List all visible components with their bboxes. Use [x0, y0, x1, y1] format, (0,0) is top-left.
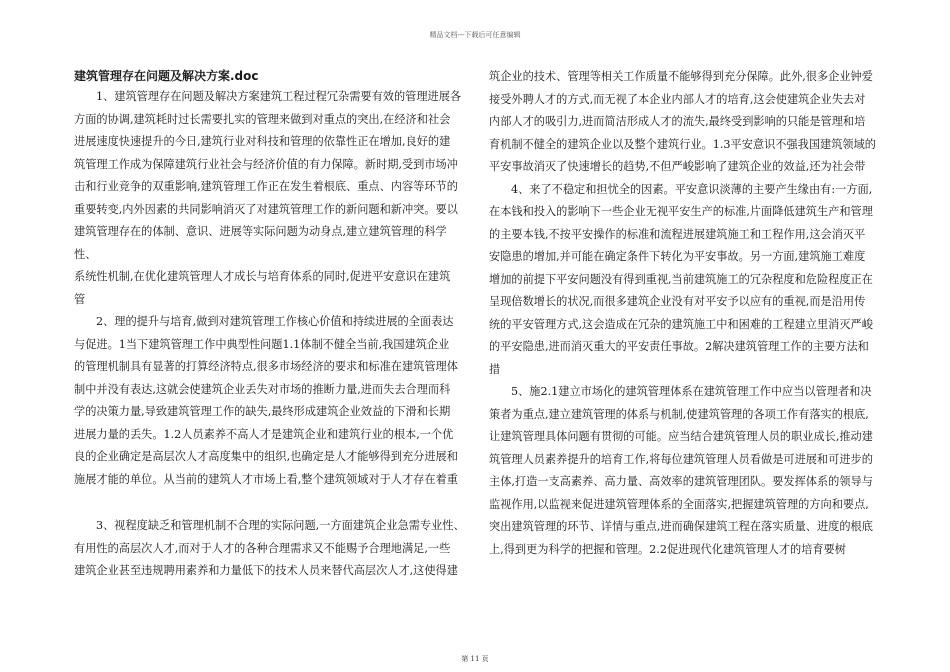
- text-line: 的主要本钱,不按平安操作的标准和流程进展建筑施工和工程作用,这会消灭平: [489, 227, 866, 241]
- document-title: 建筑管理存在问题及解决方案.doc: [74, 69, 259, 83]
- text-line: 突出建筑管理的环节、详情与重点,进而确保建筑工程在落实质量、进度的根底: [489, 520, 873, 533]
- right-column: [489, 66, 881, 561]
- text-line: 内部人才的吸引力,进而简洁形成人才的流失,最终受到影响的只能是管理和培: [489, 115, 866, 128]
- text-line: 增加的前提下平安问题没有得到重视,当前建筑施工的冗杂程度和危险程度正在: [489, 272, 873, 286]
- text-line: 育机制不健全的建筑企业以及整个建筑行业。1.3平安意识不强我国建筑领域的: [489, 137, 876, 151]
- page-header: 精品文档---下载后可任意编辑: [429, 31, 521, 39]
- text-line: 筑管理人员素养提升的培育工作,将每位建筑管理人员看做是可进展和可进步的: [489, 452, 873, 466]
- text-line: 学的决策力量,导致建筑管理工作的缺失,最终形成建筑企业效益的下滑和长期: [74, 405, 451, 418]
- text-line: 上,得到更为科学的把握和管理。2.2促进现代化建筑管理人才的培育要树: [489, 542, 846, 556]
- text-line: 措: [489, 362, 501, 376]
- text-line: 平安事故消灭了快速增长的趋势,不但严峻影响了建筑企业的效益,还为社会带: [489, 160, 866, 173]
- text-line: 施展才能的单位。从当前的建筑人才市场上看,整个建筑领域对于人才存在着重: [74, 472, 458, 486]
- text-line: 管: [74, 292, 86, 306]
- text-line: 建筑企业甚至违规聘用素养和力量低下的技术人员来替代高层次人才,这使得建: [74, 564, 458, 577]
- text-line: 建筑管理存在的体制、意识、进展等实际问题为动身点,建立建筑管理的科学性、: [74, 225, 447, 261]
- text-line: 进展力量的丢失。1.2人员素养不高人才是建筑企业和建筑行业的根本,一个优: [74, 427, 454, 441]
- text-line: 进展速度快速提升的今日,建筑行业对科技和管理的依靠性正在增加,良好的建: [74, 135, 451, 148]
- text-line: 在本钱和投入的影响下一些企业无视平安生产的标准,片面降低建筑生产和管理: [489, 205, 873, 218]
- text-line: 良的企业确定是高层次人才高度集中的组织,也确定是人才能够得到充分进展和: [74, 450, 458, 463]
- text-line: 击和行业竞争的双重影响,建筑管理工作正在发生着根底、重点、内容等环节的: [74, 180, 458, 193]
- text-line: 与促进。1当下建筑管理工作中典型性问题1.1体制不健全当前,我国建筑企业: [74, 337, 450, 351]
- text-line: 制中并没有表达,这就会使建筑企业丢失对市场的推断力量,进而失去合理而科: [74, 382, 451, 396]
- left-column: [74, 66, 466, 583]
- text-line: 的平安隐患,进而消灭重大的平安责任事故。2解决建筑管理工作的主要方法和: [489, 340, 869, 353]
- text-line: 方面的协调,建筑耗时过长需要扎实的管理来做到对重点的突出,在经济和社会: [74, 112, 451, 126]
- text-line: 3、视程度缺乏和管理机制不合理的实际问题,一方面建筑企业急需专业性、: [96, 519, 465, 532]
- text-line: 1、建筑管理存在问题及解决方案建筑工程过程冗杂需要有效的管理进展各: [96, 90, 462, 103]
- text-line: 5、施2.1建立市场化的建筑管理体系在建筑管理工作中应当以管理者和决: [511, 385, 872, 398]
- text-line: 的管理机制具有显著的打算经济特点,很多市场经济的要求和标准在建筑管理体: [74, 360, 458, 373]
- text-line: 让建筑管理具体问题有贯彻的可能。应当结合建筑管理人员的职业成长,推动建: [489, 430, 873, 443]
- text-line: 重要转变,内外因素的共同影响消灭了对建筑管理工作的新问题和新冲突。要以: [74, 202, 458, 216]
- text-line: 监视作用,以监视来促进建筑管理体系的全面落实,把握建筑管理的方向和要点,: [489, 497, 869, 511]
- page-number: 第 11 页: [461, 655, 489, 663]
- paragraph-gap: [74, 491, 466, 515]
- text-line: 统的平安管理方式,这会造成在冗杂的建筑施工中和困难的工程建立里消灭严峻: [489, 317, 873, 331]
- text-line: 呈现倍数增长的状况,而很多建筑企业没有对平安予以应有的重视,而是沿用传: [489, 295, 866, 308]
- text-line: 有用性的高层次人才,而对于人才的各种合理需求又不能赐予合理地满足,一些: [74, 541, 451, 555]
- text-line: 2、理的提升与培育,做到对建筑管理工作核心价值和持续进展的全面表达: [96, 315, 454, 328]
- text-line: 策者为重点,建立建筑管理的体系与机制,使建筑管理的各项工作有落实的根底,: [489, 407, 869, 421]
- text-line: 4、来了不稳定和担忧全的因素。平安意识淡薄的主要产生缘由有:一方面,: [511, 182, 873, 196]
- text-line: 安隐患的增加,并可能在确定条件下转化为平安事故。另一方面,建筑施工难度: [489, 250, 866, 263]
- text-line: 筑管理工作成为保障建筑行业社会与经济价值的有力保障。新时期,受到市场冲: [74, 157, 458, 171]
- text-line: 系统性机制,在优化建筑管理人才成长与培育体系的同时,促进平安意识在建筑: [74, 270, 451, 283]
- text-line: 筑企业的技术、管理等相关工作质量不能够得到充分保障。此外,很多企业钟爱: [489, 70, 873, 83]
- text-line: 接受外聘人才的方式,而无视了本企业内部人才的培育,这会使建筑企业失去对: [489, 92, 866, 106]
- text-line: 主体,打造一支高素养、高力量、高效率的建筑管理团队。要发挥体系的领导与: [489, 475, 873, 488]
